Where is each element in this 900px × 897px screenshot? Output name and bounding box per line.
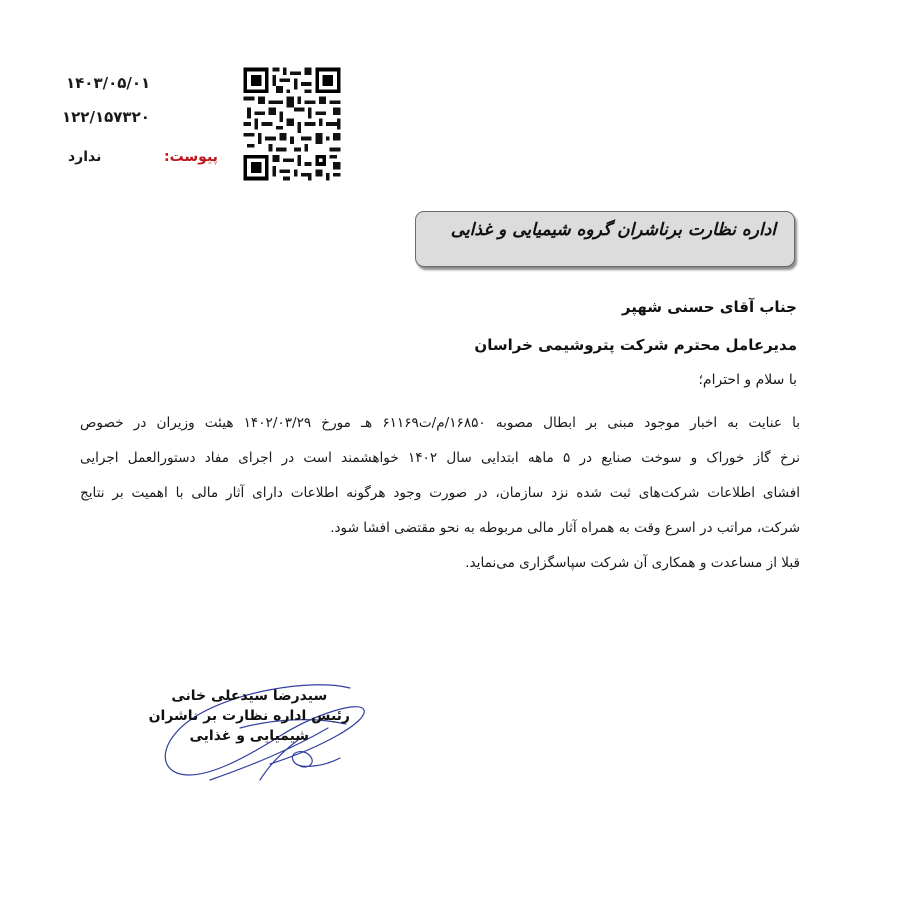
body-line: با عنایت به اخبار موجود مبنی بر ابطال مصوبه ۱۶۸۵۰/م/ت۶۱۱۶۹ هـ مورخ ۱۴۰۲/۰۳/۲۹ هیئت وزیران در خصوص [80,415,800,431]
signatory-department: شیمیایی و غذایی [189,728,310,744]
signatory-name: سیدرضا سیدعلی خانی [171,688,328,704]
attachment-label: پیوست: [164,149,218,165]
closing-line: قبلا از مساعدت و همکاری آن شرکت سپاسگزاری می‌نماید. [465,555,800,571]
department-banner [415,211,795,267]
signature-block [150,670,380,800]
attachment-value: ندارد [68,149,102,165]
letter-number: ۱۲۲/۱۵۷۳۲۰ [62,108,150,126]
signatory [149,686,350,746]
body-line: نرخ گاز خوراک و سوخت صنایع در ۵ ماهه ابتدایی سال ۱۴۰۲ خواهشمند است در اجرای مفاد دستورالعمل اجرایی [80,450,801,466]
body-line: افشای اطلاعات شرکت‌های ثبت شده نزد سازمان، در صورت وجود هرگونه اطلاعات دارای آثار مالی با اهمیت بر نتایج [80,485,800,501]
department-title: اداره نظارت برناشران گروه شیمیایی و غذایی [450,220,776,240]
addressee-title: مدیرعامل محترم شرکت پتروشیمی خراسان [474,336,797,354]
letter-body [80,406,800,546]
greeting: با سلام و احترام؛ [698,372,797,388]
qr-code-icon [240,64,344,184]
letter-date: ۱۴۰۳/۰۵/۰۱ [66,74,151,92]
signatory-position: رئیس اداره نظارت بر ناشران [148,708,350,724]
addressee-name: جناب آقای حسنی شهپر [621,298,797,316]
body-line: شرکت، مراتب در اسرع وقت به همراه آثار مالی مربوطه به نحو مقتضی افشا شود. [330,520,800,536]
